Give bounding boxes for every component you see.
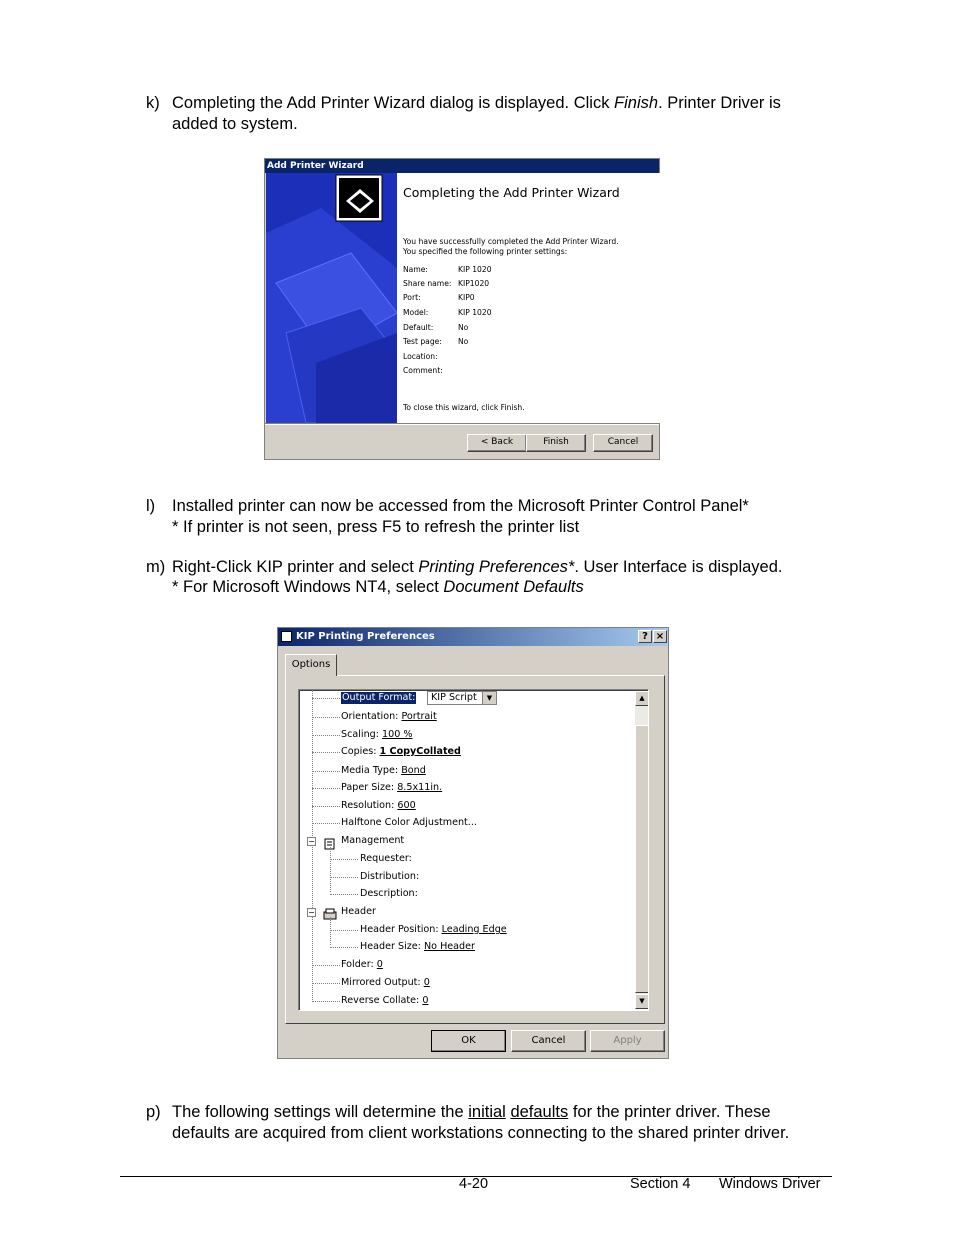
header-icon [323,905,337,917]
prefs-title: KIP Printing Preferences [296,631,435,642]
finish-button[interactable]: Finish [526,434,586,452]
tree-item-management[interactable]: Management [341,835,405,846]
tree-item-scaling[interactable]: Scaling: 100 % [341,729,413,740]
tree-item-reverse-collate[interactable]: Reverse Collate: 0 [341,995,429,1006]
tree-item-distribution[interactable]: Distribution: [360,871,420,882]
tree-item-halftone[interactable]: Halftone Color Adjustment... [341,817,477,828]
add-printer-wizard-dialog [264,158,660,460]
cancel-button[interactable]: Cancel [593,434,653,452]
tree-item-paper-size[interactable]: Paper Size: 8.5x11in. [341,782,443,793]
tab-options[interactable]: Options [285,654,337,676]
tree-item-media-type[interactable]: Media Type: Bond [341,765,426,776]
tree-item-header-size[interactable]: Header Size: No Header [360,941,475,952]
footer-section: Section 4 [630,1176,691,1192]
tree-item-header-position[interactable]: Header Position: Leading Edge [360,924,507,935]
collapse-management-icon[interactable]: − [308,837,315,846]
wizard-heading: Completing the Add Printer Wizard [403,185,620,200]
tree-item-description[interactable]: Description: [360,888,418,899]
printer-illustration-icon [266,173,397,423]
printer-icon [281,631,292,642]
prefs-cancel-button[interactable]: Cancel [511,1030,586,1052]
scroll-down-icon[interactable]: ▼ [635,994,649,1009]
close-button[interactable]: × [653,630,667,643]
tree-item-copies[interactable]: Copies: 1 CopyCollated [341,746,461,757]
chevron-down-icon[interactable]: ▼ [482,692,496,704]
page-number: 4-20 [459,1176,489,1192]
tree-item-resolution[interactable]: Resolution: 600 [341,800,416,811]
back-button[interactable]: < Back [467,434,527,452]
scroll-thumb[interactable] [635,725,649,993]
collapse-header-icon[interactable]: − [308,908,315,917]
wizard-title: Add Printer Wizard [265,159,659,173]
tree-item-requester[interactable]: Requester: [360,853,412,864]
tree-item-folder[interactable]: Folder: 0 [341,959,383,970]
help-button[interactable]: ? [638,630,652,643]
tree-item-header[interactable]: Header [341,906,376,917]
footer-chapter: Windows Driver [719,1176,821,1192]
output-format-select[interactable]: KIP Script ▼ [427,691,497,705]
wizard-side-graphic [266,173,397,423]
options-tree[interactable] [298,689,649,1011]
wizard-content: Completing the Add Printer Wizard You have successfully completed the Add Printer Wizard. You specified the following printer settings: Name: KIP 1020 Share name: KIP1020 Port: KIP0 Model: KIP 1020 Default: No Test page: No Location: Comment: To close this wizard, click Finish. [397,173,660,423]
apply-button[interactable]: Apply [590,1030,665,1052]
tree-scrollbar[interactable] [635,691,649,1009]
management-icon [323,835,337,847]
scroll-up-icon[interactable]: ▲ [635,691,649,706]
printing-preferences-dialog [277,627,669,1059]
ok-button[interactable]: OK [431,1030,506,1052]
output-format-label[interactable]: Output Format: [342,692,416,703]
tree-item-mirrored-output[interactable]: Mirrored Output: 0 [341,977,430,988]
tree-item-orientation[interactable]: Orientation: Portrait [341,711,437,722]
